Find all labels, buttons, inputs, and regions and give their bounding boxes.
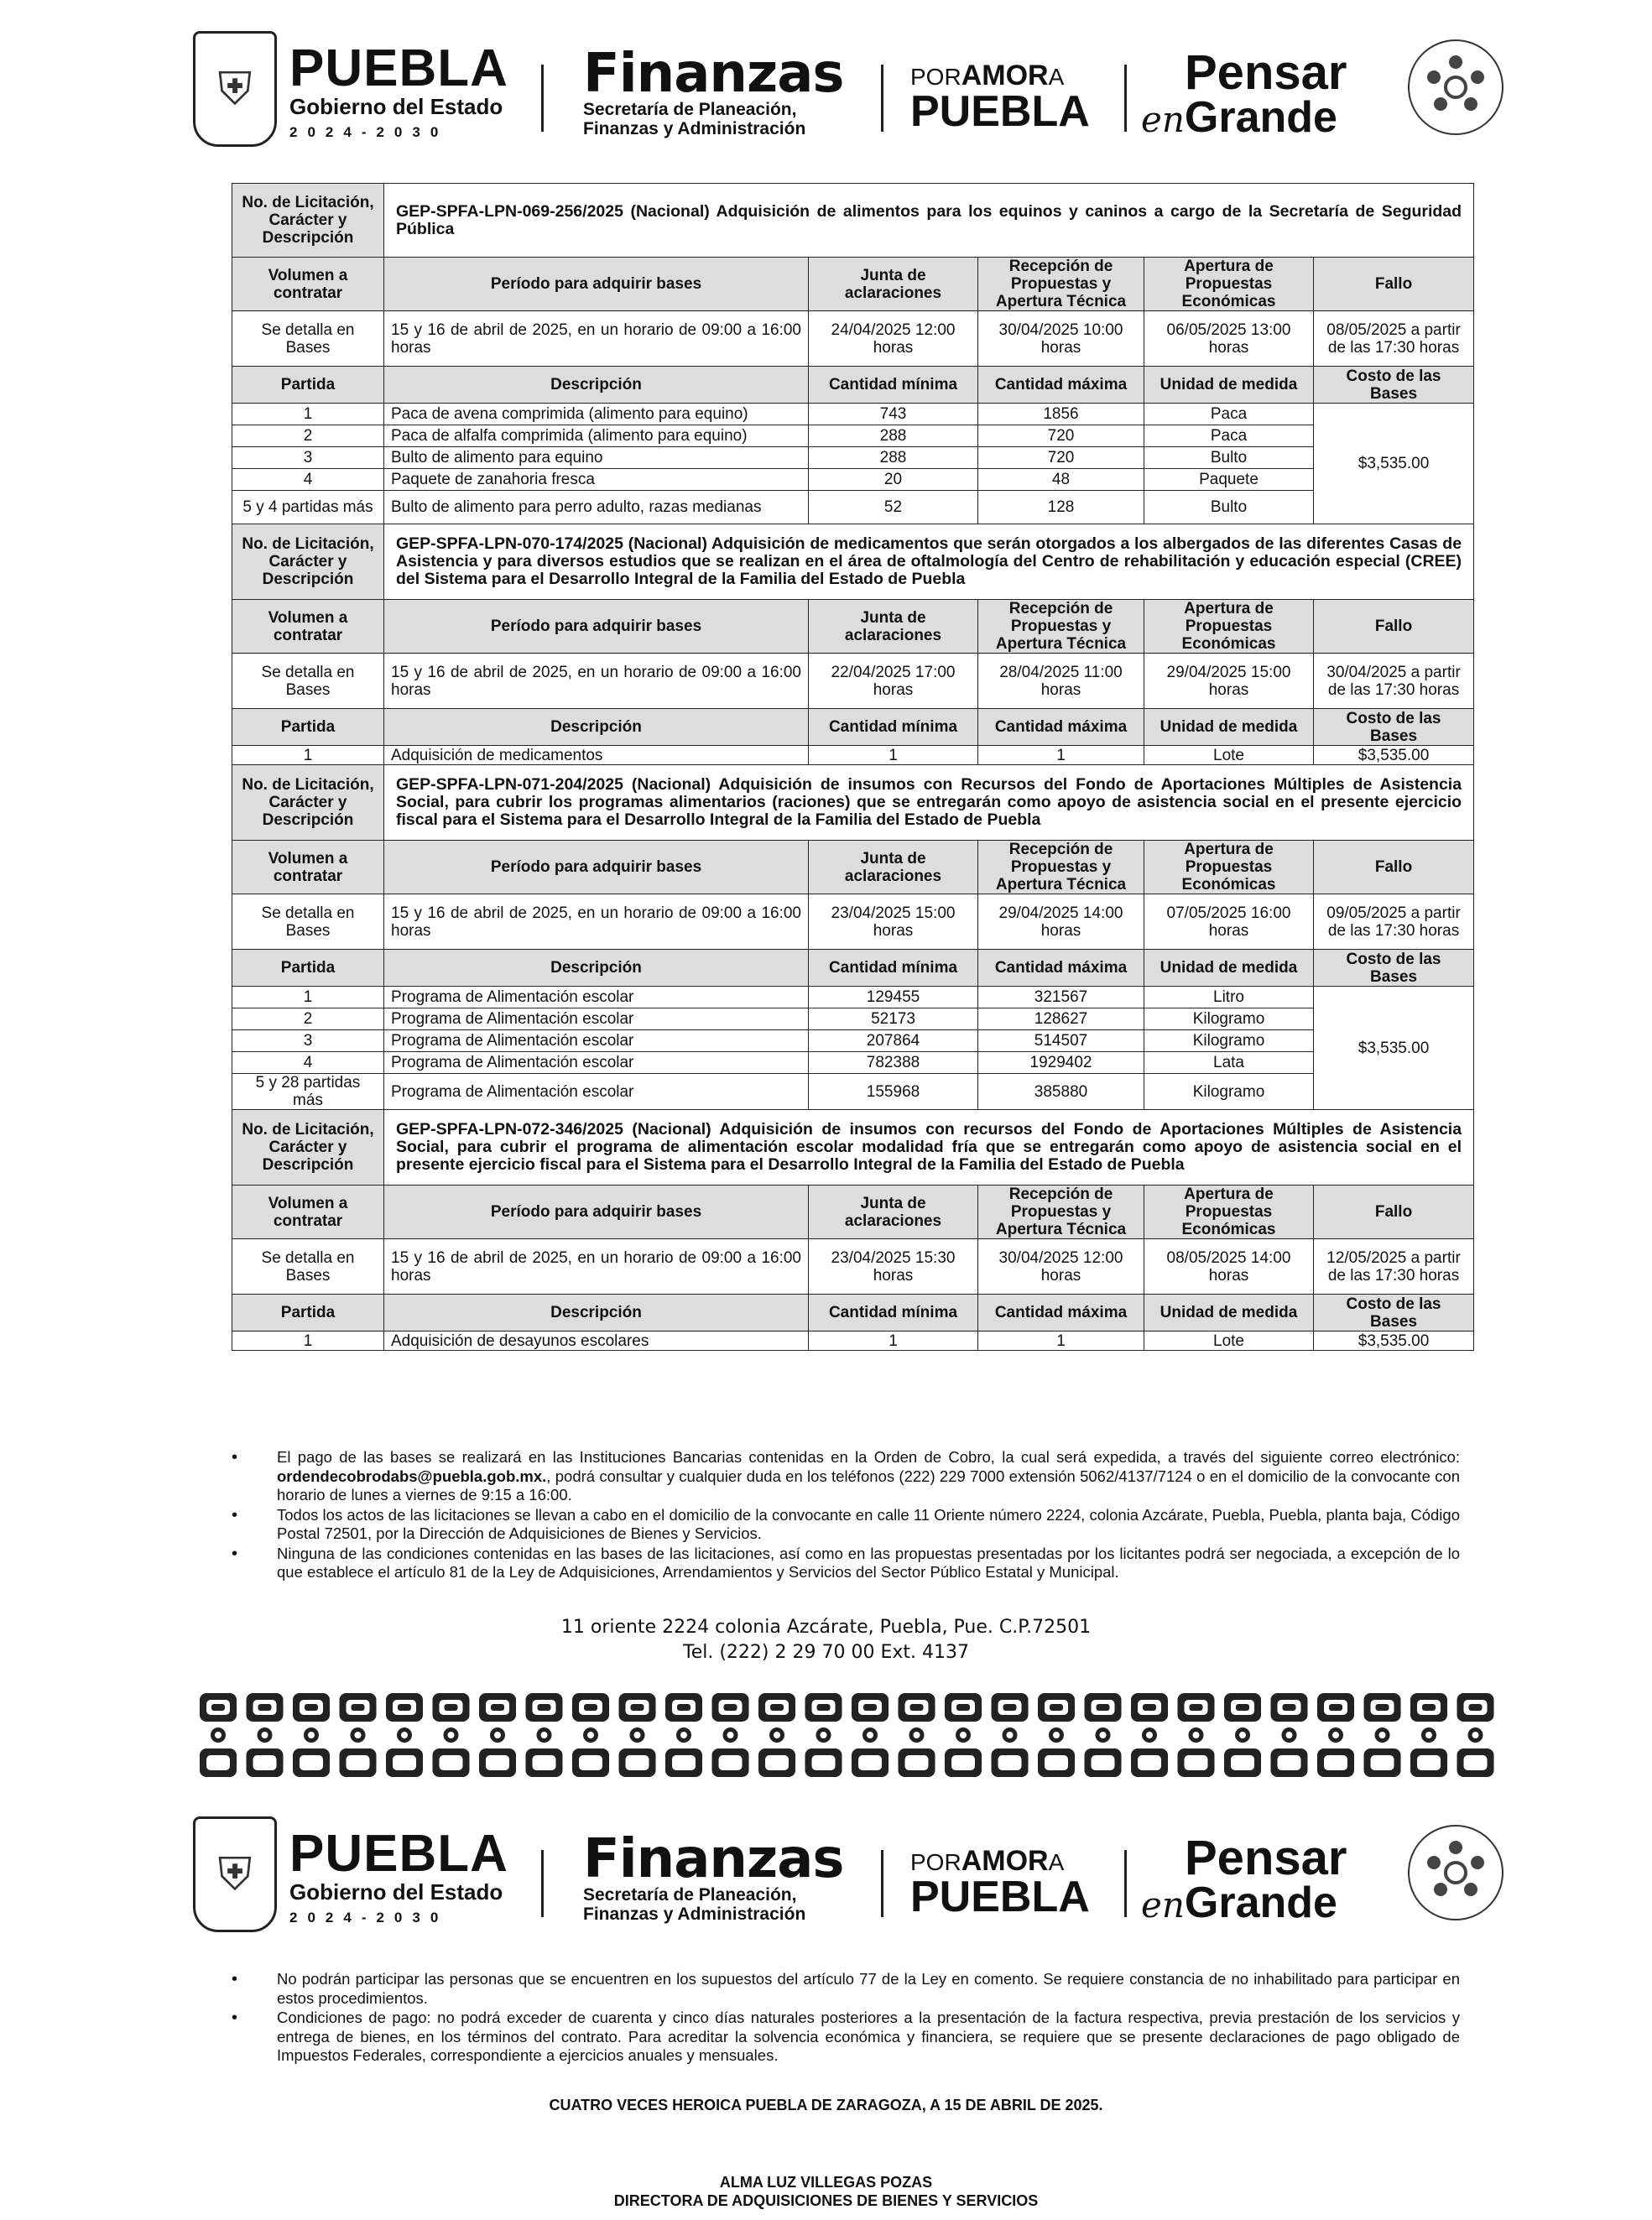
unidad-label: Unidad de medida bbox=[1144, 950, 1314, 987]
apertura-value: 07/05/2025 16:00 horas bbox=[1144, 894, 1314, 950]
periodo-value: 15 y 16 de abril de 2025, en un horario de 09:00 a 16:00 horas bbox=[384, 1239, 809, 1295]
volumen-label: Volumen a contratar bbox=[232, 600, 384, 654]
unidad-value: Kilogramo bbox=[1144, 1030, 1314, 1052]
unidad-label: Unidad de medida bbox=[1144, 367, 1314, 404]
divider bbox=[881, 1850, 883, 1917]
descripcion-value: Adquisición de desayunos escolares bbox=[384, 1331, 809, 1351]
ornament-tile bbox=[1410, 1693, 1447, 1777]
puebla-government-logo: PUEBLA Gobierno del Estado 2024-2030 bbox=[289, 1825, 508, 1926]
ornament-tile bbox=[992, 1693, 1029, 1777]
unidad-value: Litro bbox=[1144, 987, 1314, 1008]
costo-value: $3,535.00 bbox=[1314, 1331, 1474, 1351]
descripcion-value: Bulto de alimento para equino bbox=[384, 447, 809, 469]
tender-title: GEP-SPFA-LPN-072-346/2025 (Nacional) Adquisición de insumos con recursos del Fondo de Aportaciones Múltiples de Asistencia Social, para cubrir el programa de alimentación escolar modalidad fría que se entregarán como apoyo de asistencia social en el presente ejercicio fiscal para el Sistema para el Desarrollo Integral de la Familia del Estado de Puebla bbox=[384, 1110, 1474, 1186]
unidad-value: Lote bbox=[1144, 1331, 1314, 1351]
apertura-value: 06/05/2025 13:00 horas bbox=[1144, 311, 1314, 367]
cantidad-minima-value: 743 bbox=[809, 404, 978, 425]
volumen-value: Se detalla en Bases bbox=[232, 894, 384, 950]
partida-value: 2 bbox=[232, 1008, 384, 1030]
unidad-value: Kilogramo bbox=[1144, 1074, 1314, 1110]
partida-label: Partida bbox=[232, 950, 384, 987]
partida-value: 1 bbox=[232, 404, 384, 425]
cantidad-minima-value: 1 bbox=[809, 746, 978, 765]
ornament-tile bbox=[386, 1693, 423, 1777]
item-row bbox=[232, 469, 1474, 491]
notes-list bbox=[243, 1448, 1460, 1583]
page-header-2 bbox=[193, 1812, 1502, 1938]
tender-title-row bbox=[232, 1110, 1474, 1186]
junta-label: Junta de aclaraciones bbox=[809, 258, 978, 311]
cantidad-minima-value: 288 bbox=[809, 447, 978, 469]
cantidad-minima-label: Cantidad mínima bbox=[809, 709, 978, 746]
cantidad-minima-value: 1 bbox=[809, 1331, 978, 1351]
item-row bbox=[232, 404, 1474, 425]
costo-label: Costo de las Bases bbox=[1314, 1295, 1474, 1331]
descripcion-value: Paca de alfalfa comprimida (alimento para equino) bbox=[384, 425, 809, 447]
fallo-label: Fallo bbox=[1314, 1186, 1474, 1239]
ornament-tile bbox=[852, 1693, 889, 1777]
periodo-value: 15 y 16 de abril de 2025, en un horario de 09:00 a 16:00 horas bbox=[384, 894, 809, 950]
unidad-value: Bulto bbox=[1144, 491, 1314, 524]
junta-value: 22/04/2025 17:00 horas bbox=[809, 654, 978, 709]
partida-value: 1 bbox=[232, 1331, 384, 1351]
descripcion-value: Programa de Alimentación escolar bbox=[384, 1030, 809, 1052]
junta-label: Junta de aclaraciones bbox=[809, 1186, 978, 1239]
ornament-tile bbox=[758, 1693, 795, 1777]
periodo-label: Período para adquirir bases bbox=[384, 600, 809, 654]
cantidad-minima-label: Cantidad mínima bbox=[809, 1295, 978, 1331]
phone-line: Tel. (222) 2 29 70 00 Ext. 4137 bbox=[683, 1642, 969, 1663]
recepcion-value: 28/04/2025 11:00 horas bbox=[978, 654, 1144, 709]
descripcion-value: Programa de Alimentación escolar bbox=[384, 987, 809, 1008]
por-amor-a-puebla-logo: PORAMORA PUEBLA bbox=[910, 1845, 1090, 1921]
cantidad-minima-label: Cantidad mínima bbox=[809, 367, 978, 404]
cantidad-maxima-value: 1856 bbox=[978, 404, 1144, 425]
fallo-value: 30/04/2025 a partir de las 17:30 horas bbox=[1314, 654, 1474, 709]
item-row bbox=[232, 746, 1474, 765]
costo-value: $3,535.00 bbox=[1314, 987, 1474, 1110]
schedule-row bbox=[232, 894, 1474, 950]
volumen-value: Se detalla en Bases bbox=[232, 654, 384, 709]
finanzas-logo: Finanzas Secretaría de Planeación, Finanzas y Administración bbox=[583, 43, 844, 138]
unidad-value: Paca bbox=[1144, 425, 1314, 447]
note-item: • Todos los actos de las licitaciones se llevan a cabo en el domicilio de la convocante en calle 11 Oriente número 2224, colonia Azcárate, Puebla, Puebla, planta baja, Código Postal 72501, por la Dirección de Adquisiciones de Bienes y Servicios. bbox=[243, 1506, 1460, 1544]
ornament-tile bbox=[572, 1693, 609, 1777]
ornament-tile bbox=[665, 1693, 702, 1777]
recepcion-label: Recepción de Propuestas y Apertura Técnica bbox=[978, 1186, 1144, 1239]
partida-label: Partida bbox=[232, 709, 384, 746]
no-licitacion-label: No. de Licitación, Carácter y Descripción bbox=[232, 524, 384, 600]
periodo-label: Período para adquirir bases bbox=[384, 1186, 809, 1239]
volumen-value: Se detalla en Bases bbox=[232, 1239, 384, 1295]
ornament-tile bbox=[340, 1693, 377, 1777]
divider bbox=[541, 65, 544, 132]
cantidad-maxima-value: 385880 bbox=[978, 1074, 1144, 1110]
cantidad-minima-value: 52173 bbox=[809, 1008, 978, 1030]
fallo-label: Fallo bbox=[1314, 841, 1474, 894]
cantidad-maxima-value: 1 bbox=[978, 746, 1144, 765]
volumen-label: Volumen a contratar bbox=[232, 258, 384, 311]
item-row bbox=[232, 447, 1474, 469]
address-block bbox=[0, 1615, 1652, 1665]
cantidad-maxima-value: 1 bbox=[978, 1331, 1144, 1351]
divider bbox=[1124, 1850, 1127, 1917]
items-header-row bbox=[232, 950, 1474, 987]
divider bbox=[1124, 65, 1127, 132]
ornament-tile bbox=[1364, 1693, 1401, 1777]
ornament-tile bbox=[619, 1693, 656, 1777]
recepcion-value: 30/04/2025 10:00 horas bbox=[978, 311, 1144, 367]
note-item: • Condiciones de pago: no podrá exceder de cuarenta y cinco días naturales posteriores a la presentación de la factura respectiva, previa prestación de los servicios y entrega de bienes, en los términos del contrato. Para acreditar la solvencia económica y financiera, se requiere que se presente declaraciones de pago obligado de Impuestos Federales, correspondiente a ejercicios anuales y mensuales. bbox=[243, 2009, 1460, 2066]
ornament-tile bbox=[1178, 1693, 1215, 1777]
pensar-en-grande-logo: Pensar enGrande bbox=[1141, 1831, 1347, 1927]
fallo-value: 12/05/2025 a partir de las 17:30 horas bbox=[1314, 1239, 1474, 1295]
item-row bbox=[232, 1052, 1474, 1074]
unidad-value: Lata bbox=[1144, 1052, 1314, 1074]
partida-value: 2 bbox=[232, 425, 384, 447]
schedule-header-row bbox=[232, 1186, 1474, 1239]
junta-label: Junta de aclaraciones bbox=[809, 841, 978, 894]
tender-title-row bbox=[232, 765, 1474, 841]
recepcion-value: 30/04/2025 12:00 horas bbox=[978, 1239, 1144, 1295]
descripcion-label: Descripción bbox=[384, 1295, 809, 1331]
periodo-value: 15 y 16 de abril de 2025, en un horario de 09:00 a 16:00 horas bbox=[384, 654, 809, 709]
unidad-label: Unidad de medida bbox=[1144, 709, 1314, 746]
apertura-label: Apertura de Propuestas Económicas bbox=[1144, 1186, 1314, 1239]
unidad-value: Kilogramo bbox=[1144, 1008, 1314, 1030]
coat-of-arms-icon: ⛨ bbox=[193, 31, 277, 147]
schedule-header-row bbox=[232, 258, 1474, 311]
ornament-tile bbox=[899, 1693, 935, 1777]
ornament-tile bbox=[805, 1693, 842, 1777]
partida-value: 5 y 4 partidas más bbox=[232, 491, 384, 524]
apertura-value: 29/04/2025 15:00 horas bbox=[1144, 654, 1314, 709]
fallo-label: Fallo bbox=[1314, 258, 1474, 311]
signatory-name: ALMA LUZ VILLEGAS POZAS bbox=[719, 2174, 933, 2191]
note-item: • Ninguna de las condiciones contenidas en las bases de las licitaciones, así como en las propuestas presentadas por los licitantes podrá ser negociada, a excepción de lo que establece el artículo 81 de la Ley de Adquisiciones, Arrendamientos y Servicios del Sector Público Estatal y Municipal. bbox=[243, 1545, 1460, 1582]
apertura-label: Apertura de Propuestas Económicas bbox=[1144, 841, 1314, 894]
pensar-en-grande-logo: Pensar enGrande bbox=[1141, 45, 1347, 142]
ornament-tile bbox=[433, 1693, 470, 1777]
cantidad-minima-value: 20 bbox=[809, 469, 978, 491]
cantidad-minima-value: 52 bbox=[809, 491, 978, 524]
tender-title: GEP-SPFA-LPN-069-256/2025 (Nacional) Adquisición de alimentos para los equinos y caninos a cargo de la Secretaría de Seguridad Pública bbox=[384, 184, 1474, 258]
unidad-label: Unidad de medida bbox=[1144, 1295, 1314, 1331]
ornament-tile bbox=[1457, 1693, 1494, 1777]
cantidad-maxima-value: 720 bbox=[978, 447, 1144, 469]
cantidad-maxima-value: 514507 bbox=[978, 1030, 1144, 1052]
partida-value: 1 bbox=[232, 987, 384, 1008]
tenders-table-body bbox=[232, 184, 1474, 1351]
recepcion-value: 29/04/2025 14:00 horas bbox=[978, 894, 1144, 950]
divider bbox=[881, 65, 883, 132]
schedule-row bbox=[232, 654, 1474, 709]
descripcion-value: Programa de Alimentación escolar bbox=[384, 1074, 809, 1110]
partida-label: Partida bbox=[232, 1295, 384, 1331]
ornamental-border bbox=[193, 1688, 1502, 1779]
descripcion-value: Bulto de alimento para perro adulto, razas medianas bbox=[384, 491, 809, 524]
schedule-row bbox=[232, 311, 1474, 367]
ornament-tile bbox=[200, 1693, 237, 1777]
items-header-row bbox=[232, 709, 1474, 746]
tender-title: GEP-SPFA-LPN-070-174/2025 (Nacional) Adquisición de medicamentos que serán otorgados a los albergados de las diferentes Casas de Asistencia y para diversos estudios que se realizan en el área de oftalmología del Centro de rehabilitación y educación especial (CREE) del Sistema para el Desarrollo Integral de la Familia del Estado de Puebla bbox=[384, 524, 1474, 600]
ornament-tile bbox=[479, 1693, 516, 1777]
ornament-tile bbox=[1271, 1693, 1308, 1777]
schedule-row bbox=[232, 1239, 1474, 1295]
cantidad-maxima-value: 1929402 bbox=[978, 1052, 1144, 1074]
item-row bbox=[232, 491, 1474, 524]
costo-value: $3,535.00 bbox=[1314, 404, 1474, 524]
unidad-value: Lote bbox=[1144, 746, 1314, 765]
ornament-tile bbox=[1317, 1693, 1354, 1777]
partida-value: 1 bbox=[232, 746, 384, 765]
cantidad-minima-value: 207864 bbox=[809, 1030, 978, 1052]
recepcion-label: Recepción de Propuestas y Apertura Técnica bbox=[978, 258, 1144, 311]
cantidad-minima-label: Cantidad mínima bbox=[809, 950, 978, 987]
divider bbox=[541, 1850, 544, 1917]
fallo-value: 08/05/2025 a partir de las 17:30 horas bbox=[1314, 311, 1474, 367]
ornament-tile bbox=[1085, 1693, 1122, 1777]
ornament-tile bbox=[247, 1693, 284, 1777]
apertura-value: 08/05/2025 14:00 horas bbox=[1144, 1239, 1314, 1295]
cantidad-maxima-label: Cantidad máxima bbox=[978, 1295, 1144, 1331]
coat-of-arms-icon: ⛨ bbox=[193, 1816, 277, 1932]
apertura-label: Apertura de Propuestas Económicas bbox=[1144, 600, 1314, 654]
descripcion-value: Programa de Alimentación escolar bbox=[384, 1052, 809, 1074]
junta-value: 23/04/2025 15:30 horas bbox=[809, 1239, 978, 1295]
descripcion-label: Descripción bbox=[384, 709, 809, 746]
signatory-position: DIRECTORA DE ADQUISICIONES DE BIENES Y SERVICIOS bbox=[613, 2192, 1039, 2209]
partida-value: 4 bbox=[232, 469, 384, 491]
cantidad-maxima-value: 48 bbox=[978, 469, 1144, 491]
cantidad-minima-value: 129455 bbox=[809, 987, 978, 1008]
junta-label: Junta de aclaraciones bbox=[809, 600, 978, 654]
partida-value: 5 y 28 partidas más bbox=[232, 1074, 384, 1110]
puebla-government-logo: PUEBLA Gobierno del Estado 2024-2030 bbox=[289, 39, 508, 140]
junta-value: 24/04/2025 12:00 horas bbox=[809, 311, 978, 367]
equality-certification-badge-icon bbox=[1405, 29, 1506, 146]
no-licitacion-label: No. de Licitación, Carácter y Descripción bbox=[232, 765, 384, 841]
cantidad-maxima-label: Cantidad máxima bbox=[978, 950, 1144, 987]
item-row bbox=[232, 1331, 1474, 1351]
ornament-tile bbox=[1131, 1693, 1168, 1777]
unidad-value: Paca bbox=[1144, 404, 1314, 425]
item-row bbox=[232, 1074, 1474, 1110]
ornament-tile bbox=[1038, 1693, 1075, 1777]
partida-value: 4 bbox=[232, 1052, 384, 1074]
por-amor-a-puebla-logo: PORAMORA PUEBLA bbox=[910, 60, 1090, 136]
descripcion-value: Adquisición de medicamentos bbox=[384, 746, 809, 765]
no-licitacion-label: No. de Licitación, Carácter y Descripción bbox=[232, 1110, 384, 1186]
cantidad-maxima-value: 720 bbox=[978, 425, 1144, 447]
no-licitacion-label: No. de Licitación, Carácter y Descripción bbox=[232, 184, 384, 258]
cantidad-minima-value: 288 bbox=[809, 425, 978, 447]
periodo-label: Período para adquirir bases bbox=[384, 258, 809, 311]
fallo-label: Fallo bbox=[1314, 600, 1474, 654]
recepcion-label: Recepción de Propuestas y Apertura Técnica bbox=[978, 841, 1144, 894]
schedule-header-row bbox=[232, 841, 1474, 894]
recepcion-label: Recepción de Propuestas y Apertura Técnica bbox=[978, 600, 1144, 654]
descripcion-label: Descripción bbox=[384, 367, 809, 404]
costo-label: Costo de las Bases bbox=[1314, 367, 1474, 404]
payment-email-link[interactable]: ordendecobrodabs@puebla.gob.mx. bbox=[277, 1467, 547, 1485]
cantidad-maxima-value: 128627 bbox=[978, 1008, 1144, 1030]
periodo-label: Período para adquirir bases bbox=[384, 841, 809, 894]
item-row bbox=[232, 987, 1474, 1008]
partida-value: 3 bbox=[232, 1030, 384, 1052]
note-item: • El pago de las bases se realizará en las Instituciones Bancarias contenidas en la Orden de Cobro, la cual será expedida, a través del siguiente correo electrónico: ordendecobrodabs@puebla.gob.mx., podrá consultar y cualquier duda en los teléfonos (222) 229 7000 extensión 5062/4137/7124 o en el domicilio de la convocante con horario de lunes a viernes de 9:15 a 16:00. bbox=[243, 1448, 1460, 1505]
cantidad-minima-value: 782388 bbox=[809, 1052, 978, 1074]
item-row bbox=[232, 1030, 1474, 1052]
cantidad-maxima-label: Cantidad máxima bbox=[978, 709, 1144, 746]
tenders-table bbox=[232, 183, 1474, 1351]
item-row bbox=[232, 425, 1474, 447]
tender-title-row bbox=[232, 524, 1474, 600]
note-item: • No podrán participar las personas que se encuentren en los supuestos del artículo 77 de la Ley en comento. Se requiere constancia de no inhabilitado para participar en estos procedimientos. bbox=[243, 1970, 1460, 2008]
descripcion-value: Paca de avena comprimida (alimento para equino) bbox=[384, 404, 809, 425]
conditions-list bbox=[243, 1970, 1460, 2066]
item-row bbox=[232, 1008, 1474, 1030]
costo-label: Costo de las Bases bbox=[1314, 709, 1474, 746]
costo-label: Costo de las Bases bbox=[1314, 950, 1474, 987]
ornament-tile bbox=[712, 1693, 749, 1777]
finanzas-logo: Finanzas Secretaría de Planeación, Finanzas y Administración bbox=[583, 1828, 844, 1924]
items-header-row bbox=[232, 1295, 1474, 1331]
signatory-block bbox=[0, 2173, 1652, 2210]
costo-value: $3,535.00 bbox=[1314, 746, 1474, 765]
schedule-header-row bbox=[232, 600, 1474, 654]
equality-certification-badge-icon bbox=[1405, 1814, 1506, 1931]
fallo-value: 09/05/2025 a partir de las 17:30 horas bbox=[1314, 894, 1474, 950]
cantidad-maxima-value: 321567 bbox=[978, 987, 1144, 1008]
place-and-date: CUATRO VECES HEROICA PUEBLA DE ZARAGOZA, A 15 DE ABRIL DE 2025. bbox=[549, 2097, 1103, 2113]
tender-title-row bbox=[232, 184, 1474, 258]
address-line: 11 oriente 2224 colonia Azcárate, Puebla, Pue. C.P.72501 bbox=[560, 1617, 1092, 1638]
ornament-tile bbox=[526, 1693, 563, 1777]
unidad-value: Paquete bbox=[1144, 469, 1314, 491]
apertura-label: Apertura de Propuestas Económicas bbox=[1144, 258, 1314, 311]
cantidad-minima-value: 155968 bbox=[809, 1074, 978, 1110]
cantidad-maxima-label: Cantidad máxima bbox=[978, 367, 1144, 404]
ornament-tile bbox=[1224, 1693, 1261, 1777]
descripcion-value: Paquete de zanahoria fresca bbox=[384, 469, 809, 491]
volumen-label: Volumen a contratar bbox=[232, 1186, 384, 1239]
volumen-value: Se detalla en Bases bbox=[232, 311, 384, 367]
partida-value: 3 bbox=[232, 447, 384, 469]
ornament-tile bbox=[293, 1693, 330, 1777]
tender-title: GEP-SPFA-LPN-071-204/2025 (Nacional) Adquisición de insumos con Recursos del Fondo de Aportaciones Múltiples de Asistencia Social, para cubrir los programas alimentarios (raciones) que se entregarán como apoyo de asistencia social en el presente ejercicio fiscal para el Sistema para el Desarrollo Integral de la Familia del Estado de Puebla bbox=[384, 765, 1474, 841]
page-header bbox=[193, 27, 1502, 153]
cantidad-maxima-value: 128 bbox=[978, 491, 1144, 524]
junta-value: 23/04/2025 15:00 horas bbox=[809, 894, 978, 950]
descripcion-label: Descripción bbox=[384, 950, 809, 987]
unidad-value: Bulto bbox=[1144, 447, 1314, 469]
partida-label: Partida bbox=[232, 367, 384, 404]
ornament-tile bbox=[945, 1693, 982, 1777]
volumen-label: Volumen a contratar bbox=[232, 841, 384, 894]
periodo-value: 15 y 16 de abril de 2025, en un horario de 09:00 a 16:00 horas bbox=[384, 311, 809, 367]
descripcion-value: Programa de Alimentación escolar bbox=[384, 1008, 809, 1030]
items-header-row bbox=[232, 367, 1474, 404]
